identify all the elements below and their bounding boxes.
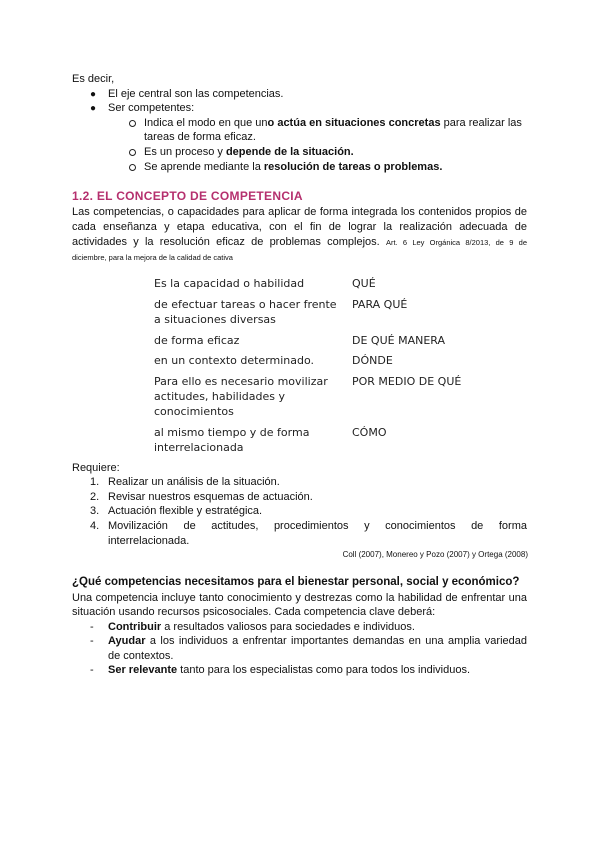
question-paragraph-line: Una competencia incluye tanto conocimiento y destrezas como la habilidad de enfrentar una [72, 592, 527, 604]
list-item-cont: interrelacionada. [108, 535, 190, 547]
sub-bullet-circle [129, 149, 136, 156]
section-title: 1.2. EL CONCEPTO DE COMPETENCIA [72, 189, 303, 203]
list-number: 3. [90, 505, 100, 517]
sub-bullet-3: Se aprende mediante la resolución de tareas o problemas. [144, 161, 443, 173]
bullet-eje: El eje central son las competencias. [108, 88, 284, 100]
question-paragraph-line: situación usando recursos psicosociales. Cada competencia clave deberá: [72, 606, 436, 618]
section-paragraph-line: actividades y la resolución eficaz de problemas complejos. Art. 6 Ley Orgánica 8/2013, de 9 de [72, 236, 527, 248]
dash-item-3: Ser relevante tanto para los especialistas como para todos los individuos. [108, 664, 470, 676]
table-right-cell: DE QUÉ MANERA [352, 334, 445, 347]
bullet-dot: ● [90, 103, 97, 114]
dash-marker: - [90, 664, 94, 676]
list-item: Revisar nuestros esquemas de actuación. [108, 491, 313, 503]
table-right-cell: DÓNDE [352, 354, 393, 367]
table-left-cell: al mismo tiempo y de forma interrelacionada [154, 426, 310, 454]
sub-bullet-2: Es un proceso y depende de la situación. [144, 146, 354, 158]
section-reference: diciembre, para la mejora de la calidad de cativa [72, 253, 233, 262]
sub-bullet-circle [129, 120, 136, 127]
table-left-cell: Para ello es necesario movilizar actitudes, habilidades y conocimientos [154, 375, 328, 418]
dash-item-2-cont: de contextos. [108, 650, 174, 662]
sub-bullet-1-cont: tareas de forma eficaz. [144, 131, 256, 143]
sub-bullet-circle [129, 164, 136, 171]
requiere-label: Requiere: [72, 462, 120, 474]
table-right-cell: CÓMO [352, 426, 387, 439]
dash-item-1: Contribuir a resultados valiosos para sociedades e individuos. [108, 621, 415, 633]
table-left-cell: de efectuar tareas o hacer frente a situaciones diversas [154, 298, 337, 326]
bullet-dot: ● [90, 89, 97, 100]
list-item: Movilización de actitudes, procedimientos y conocimientos de forma [108, 520, 527, 532]
table-left-cell: en un contexto determinado. [154, 354, 315, 367]
bullet-ser: Ser competentes: [108, 102, 195, 114]
table-right-cell: QUÉ [352, 277, 376, 290]
table-right-cell: PARA QUÉ [352, 298, 408, 311]
list-number: 4. [90, 520, 100, 532]
list-item: Realizar un análisis de la situación. [108, 476, 280, 488]
table-left-cell: de forma eficaz [154, 334, 240, 347]
list-item: Actuación flexible y estratégica. [108, 505, 263, 517]
section-paragraph-line: Las competencias, o capacidades para aplicar de forma integrada los contenidos propios de [72, 206, 527, 218]
dash-item-2: Ayudar a los individuos a enfrentar importantes demandas en una amplia variedad [108, 635, 527, 647]
list-number: 1. [90, 476, 100, 488]
citation: Coll (2007), Monereo y Pozo (2007) y Ortega (2008) [342, 550, 528, 559]
dash-marker: - [90, 635, 94, 647]
intro-text: Es decir, [72, 73, 115, 85]
table-left-cell: Es la capacidad o habilidad [154, 277, 305, 290]
section-paragraph-line: cada enseñanza y etapa educativa, con el fin de lograr la realización adecuada de [72, 221, 527, 233]
question-title: ¿Qué competencias necesitamos para el bienestar personal, social y económico? [72, 576, 520, 588]
sub-bullet-1: Indica el modo en que uno actúa en situaciones concretas para realizar las [144, 117, 522, 129]
dash-marker: - [90, 621, 94, 633]
list-number: 2. [90, 491, 100, 503]
table-right-cell: POR MEDIO DE QUÉ [352, 375, 462, 388]
